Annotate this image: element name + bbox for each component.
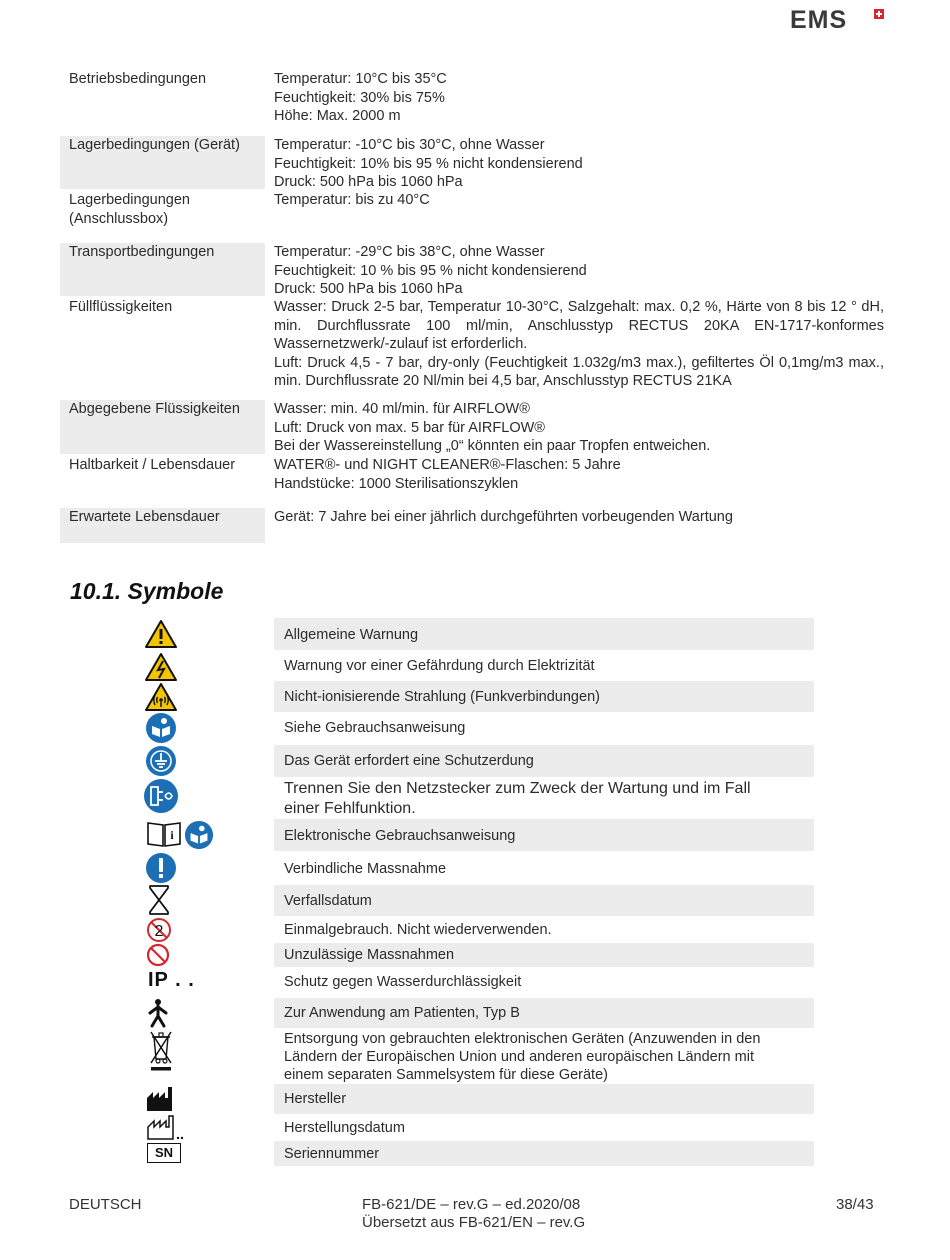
spec-line: Feuchtigkeit: 30% bis 75%	[274, 89, 445, 106]
protective-earth-icon	[145, 745, 177, 777]
ems-logo	[790, 6, 847, 35]
symbol-row	[274, 998, 814, 1028]
spec-value	[274, 191, 884, 210]
symbol-label: Allgemeine Warnung	[284, 627, 419, 643]
swiss-cross-icon	[874, 9, 884, 19]
symbol-label: Hersteller	[284, 1091, 347, 1107]
symbol-row	[274, 745, 814, 777]
symbol-row	[274, 943, 814, 967]
spec-value	[274, 70, 884, 126]
symbol-label: Entsorgung von gebrauchten elektronischen Geräten (Anzuwenden in den Ländern der Europäischen Union und anderen europäischen Ländern mit einem separaten Sammelsystem für diese Geräte)	[284, 1031, 761, 1083]
spec-line: Feuchtigkeit: 10% bis 95 % nicht kondensierend	[274, 155, 583, 172]
prohibited-icon	[146, 943, 170, 967]
spec-line: Temperatur: 10°C bis 35°C	[274, 71, 447, 87]
symbol-label: Elektronische Gebrauchsanweisung	[284, 828, 516, 844]
symbol-row	[274, 778, 814, 818]
spec-label: Transportbedingungen	[60, 243, 265, 296]
symbol-label: Trennen Sie den Netzstecker zum Zweck der Wartung und im Fall einer Fehlfunktion.	[284, 780, 751, 817]
hourglass-icon	[148, 884, 170, 916]
general-warning-icon	[144, 619, 178, 649]
spec-line: Handstücke: 1000 Sterilisationszyklen	[274, 475, 519, 492]
manual-book-icon	[146, 820, 182, 848]
symbol-row	[274, 681, 814, 712]
spec-line: Gerät: 7 Jahre bei einer jährlich durchgeführten vorbeugenden Wartung	[274, 509, 733, 525]
symbol-row	[274, 618, 814, 650]
ip-icon: IP . .	[148, 969, 195, 991]
spec-value	[274, 298, 884, 391]
symbol-label: Einmalgebrauch. Nicht wiederverwenden.	[284, 922, 552, 938]
symbol-row	[274, 1029, 814, 1083]
spec-label: Haltbarkeit / Lebensdauer	[69, 457, 236, 473]
spec-line: Temperatur: -10°C bis 30°C, ohne Wasser	[274, 137, 545, 153]
manufacturing-date-icon	[146, 1114, 186, 1142]
spec-line: Druck: 500 hPa bis 1060 hPa	[274, 174, 463, 190]
symbol-row	[274, 1084, 814, 1114]
serial-number-icon: SN	[147, 1143, 181, 1163]
spec-value	[274, 243, 884, 299]
symbol-label: Verfallsdatum	[284, 893, 372, 909]
spec-label: Abgegebene Flüssigkeiten	[60, 400, 265, 454]
section-title: 10.1. Symbole	[70, 578, 224, 604]
spec-label: Erwartete Lebensdauer	[60, 508, 265, 543]
instructions-icon	[145, 712, 177, 744]
footer-doc-line: FB-621/DE – rev.G – ed.2020/08	[362, 1196, 581, 1213]
symbol-label: Herstellungsdatum	[284, 1120, 405, 1136]
spec-value	[274, 456, 884, 493]
spec-line: Temperatur: bis zu 40°C	[274, 192, 430, 208]
footer-doc-line: Übersetzt aus FB-621/EN – rev.G	[362, 1214, 586, 1231]
spec-line: Höhe: Max. 2000 m	[274, 108, 401, 124]
symbol-row	[274, 651, 814, 681]
symbol-label: Verbindliche Massnahme	[284, 861, 447, 877]
symbol-row	[274, 712, 814, 744]
spec-line: Luft: Druck 4,5 - 7 bar, dry-only (Feuchtigkeit 1.032g/m3 max.), gefiltertes Öl 0,1mg/m3 max., min. Durchflussrate 20 Nl/min bei 4,5 bar, Anschlusstyp RECTUS 21KA	[274, 354, 884, 389]
footer-language: DEUTSCH	[69, 1196, 142, 1213]
spec-label: Füllflüssigkeiten	[69, 299, 173, 315]
type-b-patient-icon	[147, 998, 169, 1028]
spec-line: Bei der Wassereinstellung „0“ könnten ein paar Tropfen entweichen.	[274, 438, 711, 454]
symbol-label: Unzulässige Massnahmen	[284, 947, 455, 963]
spec-value	[274, 136, 884, 192]
symbol-row	[274, 852, 814, 884]
footer-document-ref	[362, 1196, 585, 1232]
single-use-icon	[146, 917, 172, 943]
symbol-label: Nicht-ionisierende Strahlung (Funkverbindungen)	[284, 689, 600, 705]
symbol-row	[274, 885, 814, 916]
spec-line: Temperatur: -29°C bis 38°C, ohne Wasser	[274, 244, 545, 260]
symbol-row	[274, 1141, 814, 1166]
spec-value	[274, 508, 884, 527]
symbol-label: Zur Anwendung am Patienten, Typ B	[284, 1005, 520, 1021]
svg-text:i: i	[170, 828, 174, 842]
spec-line: Wasser: min. 40 ml/min. für AIRFLOW®	[274, 401, 530, 417]
unplug-icon	[143, 778, 179, 814]
brand-name: EMS	[790, 6, 848, 34]
symbol-label: Seriennummer	[284, 1146, 380, 1162]
spec-label: Betriebsbedingungen	[69, 71, 207, 87]
spec-line: Luft: Druck von max. 5 bar für AIRFLOW®	[274, 419, 545, 436]
single-use-glyph: 2	[154, 923, 164, 940]
spec-label: Lagerbedingungen (Anschlussbox)	[69, 192, 190, 227]
electricity-warning-icon	[144, 652, 178, 682]
spec-line: Feuchtigkeit: 10 % bis 95 % nicht kondensierend	[274, 262, 587, 279]
symbol-row	[274, 819, 814, 851]
symbol-row	[274, 1115, 814, 1141]
instructions-icon	[184, 820, 214, 850]
spec-line: WATER®- und NIGHT CLEANER®-Flaschen: 5 Jahre	[274, 457, 621, 473]
symbol-label: Warnung vor einer Gefährdung durch Elektrizität	[284, 658, 595, 674]
weee-icon	[148, 1029, 174, 1071]
symbol-row	[274, 967, 814, 997]
spec-label: Lagerbedingungen (Gerät)	[60, 136, 265, 189]
page-number: 38/43	[836, 1196, 874, 1213]
spec-line: Druck: 500 hPa bis 1060 hPa	[274, 281, 463, 297]
radiation-warning-icon	[144, 682, 178, 712]
symbol-label: Das Gerät erfordert eine Schutzerdung	[284, 753, 534, 769]
mandatory-action-icon	[145, 852, 177, 884]
spec-line: Wasser: Druck 2-5 bar, Temperatur 10-30°C, Salzgehalt: max. 0,2 %, Härte von 8 bis 12 ° dH, min. Durchflussrate 100 ml/min, Anschlusstyp RECTUS 20KA EN-1717-konformes Wassernetzwerk/-zulauf ist erforderlich.	[274, 299, 884, 352]
symbol-row	[274, 917, 814, 943]
symbol-label: Siehe Gebrauchsanweisung	[284, 720, 466, 736]
spec-value	[274, 400, 884, 456]
manufacturer-icon	[146, 1086, 176, 1112]
symbol-label: Schutz gegen Wasserdurchlässigkeit	[284, 974, 522, 990]
